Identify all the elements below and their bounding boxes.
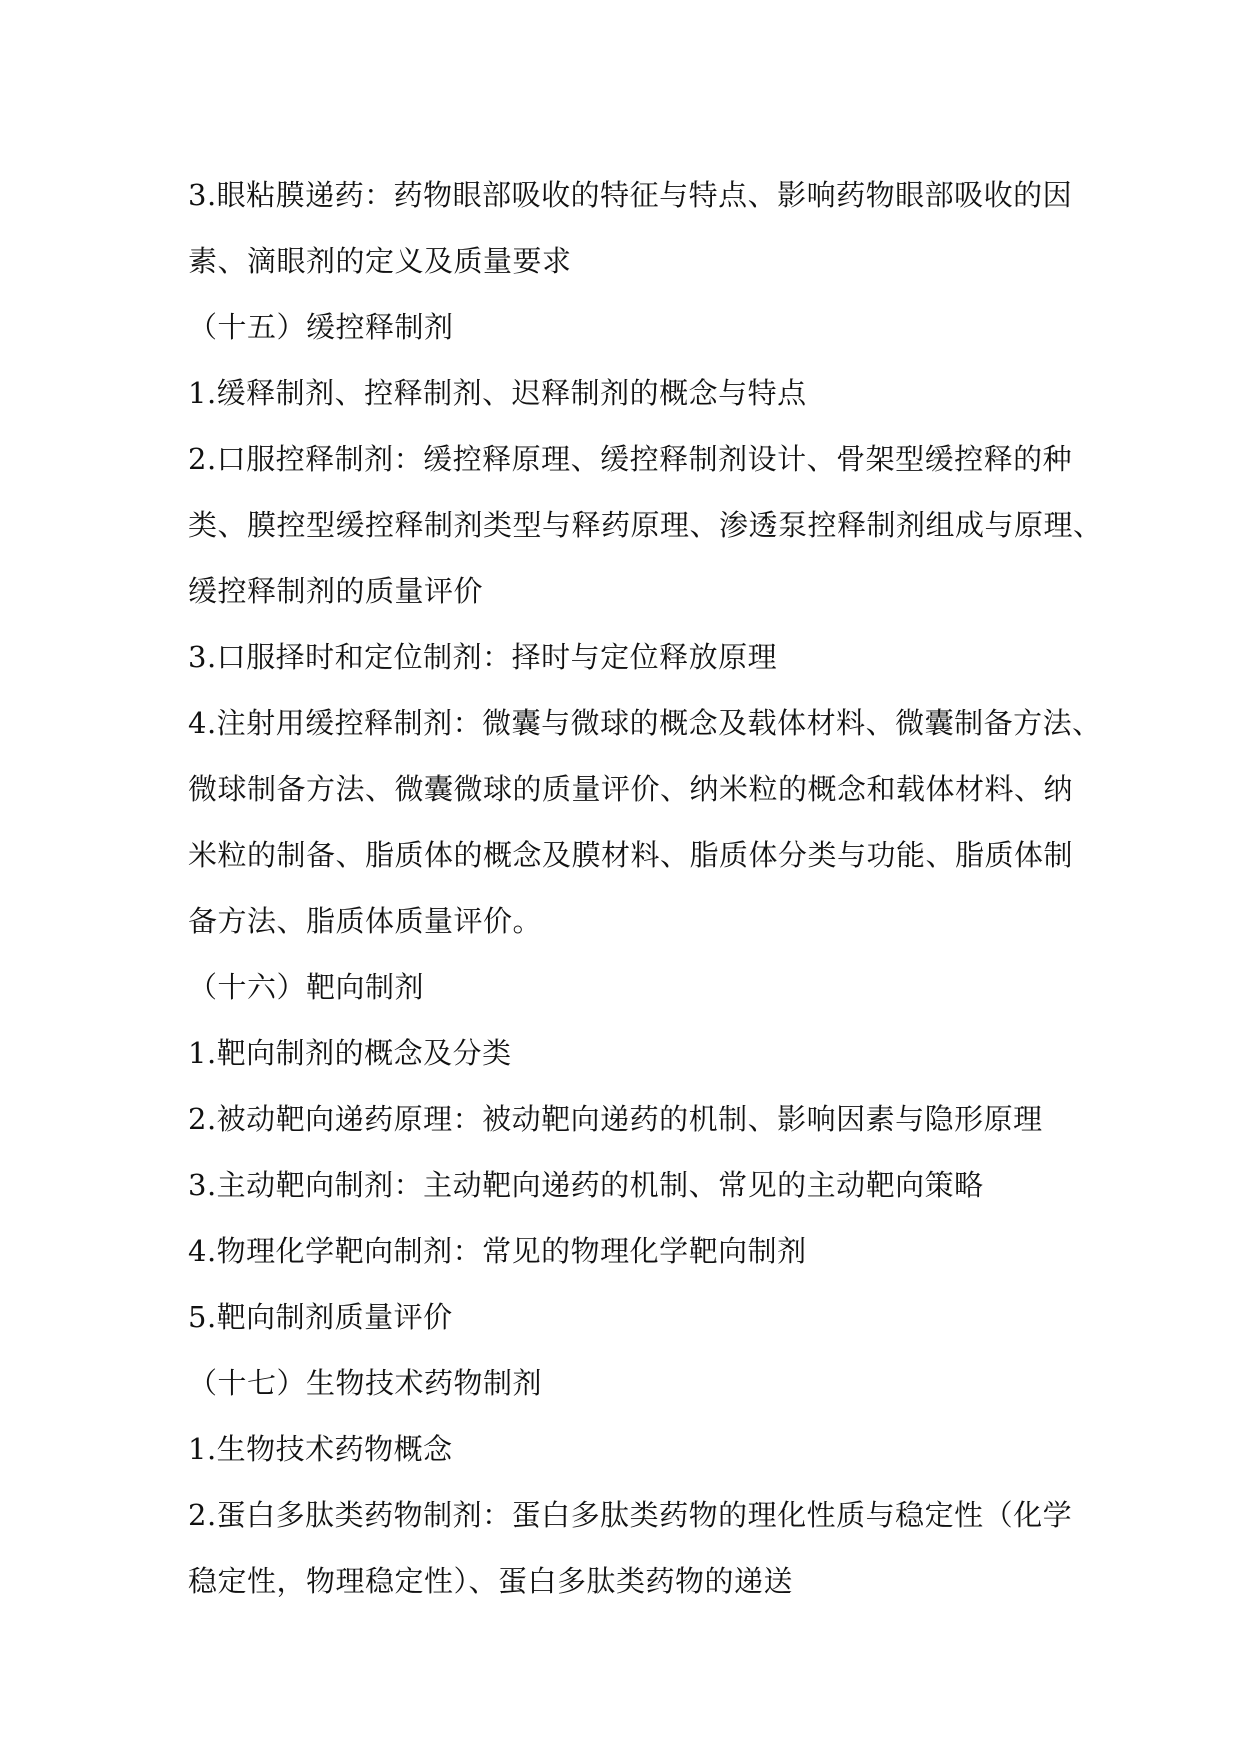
text-line-12: 备方法、脂质体质量评价。 (188, 904, 543, 938)
text-line-17: 4.物理化学靶向制剂：常见的物理化学靶向制剂 (188, 1234, 807, 1268)
text-line-18: 5.靶向制剂质量评价 (188, 1300, 453, 1334)
section-heading-17: （十七）生物技术药物制剂 (188, 1366, 543, 1400)
document-body (188, 162, 1103, 1614)
text-line-5: 2.口服控释制剂：缓控释原理、缓控释制剂设计、骨架型缓控释的种 (188, 442, 1073, 476)
text-line-2: 素、滴眼剂的定义及质量要求 (188, 244, 572, 278)
section-heading-16: （十六）靶向制剂 (188, 970, 425, 1004)
text-line-9: 4.注射用缓控释制剂：微囊与微球的概念及载体材料、微囊制备方法、 (188, 706, 1102, 740)
text-line-7: 缓控释制剂的质量评价 (188, 574, 484, 608)
section-heading-15: （十五）缓控释制剂 (188, 310, 454, 344)
text-line-8: 3.口服择时和定位制剂：择时与定位释放原理 (188, 640, 778, 674)
text-line-11: 米粒的制备、脂质体的概念及膜材料、脂质体分类与功能、脂质体制 (188, 838, 1074, 872)
text-line-21: 2.蛋白多肽类药物制剂：蛋白多肽类药物的理化性质与稳定性（化学 (188, 1498, 1073, 1532)
text-line-1: 3.眼粘膜递药：药物眼部吸收的特征与特点、影响药物眼部吸收的因 (188, 178, 1073, 212)
text-line-6: 类、膜控型缓控释制剂类型与释药原理、渗透泵控释制剂组成与原理、 (188, 508, 1103, 542)
text-line-14: 1.靶向制剂的概念及分类 (188, 1036, 512, 1070)
text-line-16: 3.主动靶向制剂：主动靶向递药的机制、常见的主动靶向策略 (188, 1168, 984, 1202)
text-line-20: 1.生物技术药物概念 (188, 1432, 453, 1466)
text-line-15: 2.被动靶向递药原理：被动靶向递药的机制、影响因素与隐形原理 (188, 1102, 1043, 1136)
text-line-10: 微球制备方法、微囊微球的质量评价、纳米粒的概念和载体材料、纳 (188, 772, 1074, 806)
text-line-4: 1.缓释制剂、控释制剂、迟释制剂的概念与特点 (188, 376, 807, 410)
text-line-22: 稳定性，物理稳定性）、蛋白多肽类药物的递送 (188, 1564, 794, 1598)
